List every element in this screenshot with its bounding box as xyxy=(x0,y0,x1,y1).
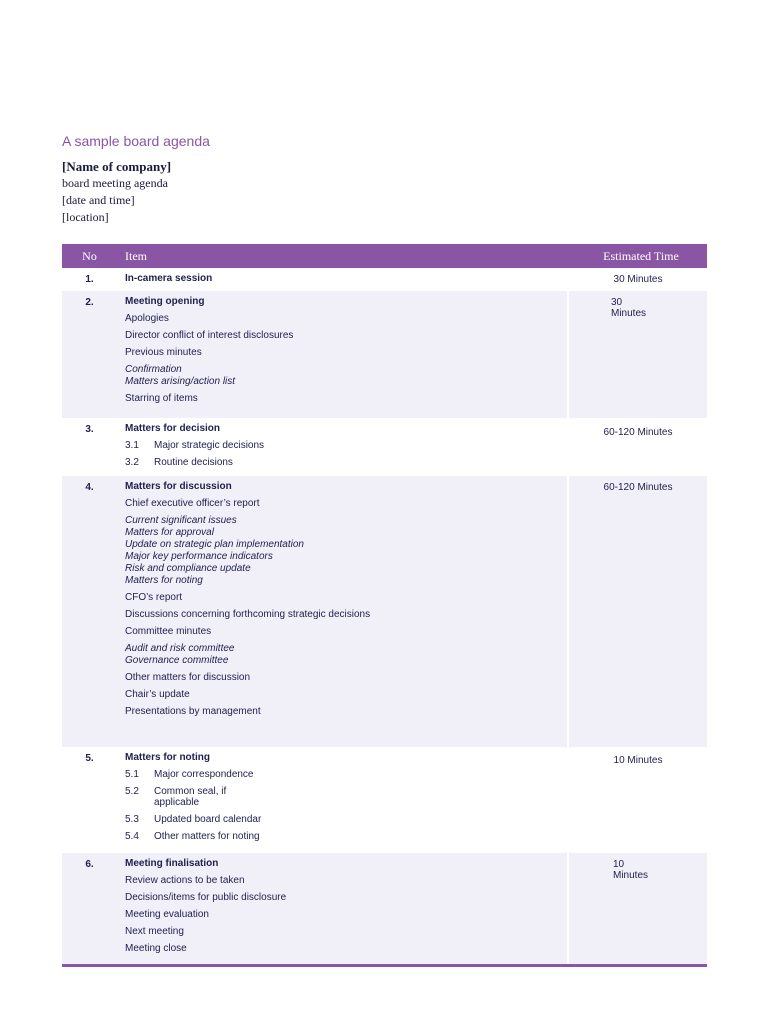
item-line: Major key performance indicators xyxy=(125,551,273,562)
sub-item-number: 5.3 xyxy=(125,814,139,825)
header-item: Item xyxy=(125,248,147,263)
page-title: A sample board agenda xyxy=(62,133,210,149)
estimated-time-unit: Minutes xyxy=(613,870,649,881)
sub-item-text: Common seal, if xyxy=(154,786,227,797)
row-items xyxy=(117,268,567,291)
row-items xyxy=(117,476,567,747)
agenda-row-6 xyxy=(62,853,707,964)
agenda-row-4 xyxy=(62,476,707,747)
estimated-time xyxy=(567,853,707,964)
row-number: 4. xyxy=(85,482,94,493)
item-line: Current significant issues xyxy=(125,515,237,526)
item-line: Chief executive officer’s report xyxy=(125,498,260,509)
agenda-table xyxy=(62,244,707,967)
sub-item-text: Routine decisions xyxy=(154,457,233,468)
item-line: Discussions concerning forthcoming strategic decisions xyxy=(125,609,371,620)
item-line: Other matters for discussion xyxy=(125,672,251,683)
item-line: Matters for approval xyxy=(125,527,214,538)
meeting-location: [location] xyxy=(62,210,109,224)
estimated-time: 60-120 Minutes xyxy=(567,418,707,476)
estimated-time: 60-120 Minutes xyxy=(567,476,707,747)
agenda-header-row xyxy=(62,244,707,268)
agenda-row-1 xyxy=(62,268,707,291)
item-line: CFO’s report xyxy=(125,592,183,603)
item-line: Meeting evaluation xyxy=(125,909,209,920)
sub-item-text: Major correspondence xyxy=(154,769,254,780)
item-line: Audit and risk committee xyxy=(125,643,235,654)
item-line: Update on strategic plan implementation xyxy=(125,539,304,550)
item-line: Review actions to be taken xyxy=(125,875,245,886)
sub-item-number: 3.1 xyxy=(125,440,139,451)
item-line: Governance committee xyxy=(125,655,229,666)
estimated-time: 30 Minutes xyxy=(567,268,707,291)
estimated-time-unit: Minutes xyxy=(611,308,647,319)
item-title: Meeting opening xyxy=(125,296,205,307)
estimated-time-value: 10 xyxy=(613,859,625,870)
item-line: Matters for noting xyxy=(125,575,203,586)
row-items xyxy=(117,853,567,964)
item-line: Matters arising/action list xyxy=(125,376,236,387)
sub-item-text: Major strategic decisions xyxy=(154,440,265,451)
item-title: Meeting finalisation xyxy=(125,858,219,869)
item-title: In-camera session xyxy=(125,273,213,284)
row-number: 1. xyxy=(85,274,94,285)
estimated-time xyxy=(567,291,707,418)
item-line: Committee minutes xyxy=(125,626,212,637)
item-line: Starring of items xyxy=(125,393,198,404)
row-items xyxy=(117,418,567,476)
sub-item xyxy=(125,786,567,808)
sub-item-number: 3.2 xyxy=(125,457,139,468)
item-line: Next meeting xyxy=(125,926,184,937)
sub-item xyxy=(125,440,567,451)
row-items xyxy=(117,747,567,853)
estimated-time: 10 Minutes xyxy=(567,747,707,853)
item-line: Apologies xyxy=(125,313,169,324)
sub-item-number: 5.4 xyxy=(125,831,139,842)
row-number: 6. xyxy=(85,859,94,870)
sub-item xyxy=(125,814,567,825)
agenda-row-2 xyxy=(62,291,707,418)
item-line: Presentations by management xyxy=(125,706,261,717)
row-number: 2. xyxy=(85,297,94,308)
item-line: Meeting close xyxy=(125,943,187,954)
agenda-row-5 xyxy=(62,747,707,853)
header-no: No xyxy=(82,248,97,263)
company-name: [Name of company] xyxy=(62,159,172,174)
estimated-time-value: 30 xyxy=(611,297,623,308)
item-line: Confirmation xyxy=(125,364,182,375)
sub-item xyxy=(125,769,567,780)
header-estimated-time: Estimated Time xyxy=(603,248,679,263)
sub-item-text: Updated board calendar xyxy=(154,814,262,825)
meeting-label: board meeting agenda xyxy=(62,176,168,190)
item-line: Previous minutes xyxy=(125,347,202,358)
sub-item xyxy=(125,457,567,468)
sub-item-text-block xyxy=(154,786,567,808)
row-items xyxy=(117,291,567,418)
sub-item-number: 5.1 xyxy=(125,769,139,780)
item-line: Decisions/items for public disclosure xyxy=(125,892,287,903)
company-info xyxy=(62,158,171,226)
meeting-date-time: [date and time] xyxy=(62,193,135,207)
item-line: Risk and compliance update xyxy=(125,563,251,574)
item-line: Director conflict of interest disclosures xyxy=(125,330,294,341)
sub-item-text: Other matters for noting xyxy=(154,831,260,842)
row-number: 5. xyxy=(85,753,94,764)
row-number: 3. xyxy=(85,424,94,435)
item-title: Matters for decision xyxy=(125,423,221,434)
item-title: Matters for discussion xyxy=(125,481,232,492)
sub-item-text-continued: applicable xyxy=(154,797,200,808)
item-title: Matters for noting xyxy=(125,752,210,763)
sub-item xyxy=(125,831,567,842)
agenda-row-3 xyxy=(62,418,707,476)
sub-item-number: 5.2 xyxy=(125,786,139,797)
item-line: Chair’s update xyxy=(125,689,190,700)
